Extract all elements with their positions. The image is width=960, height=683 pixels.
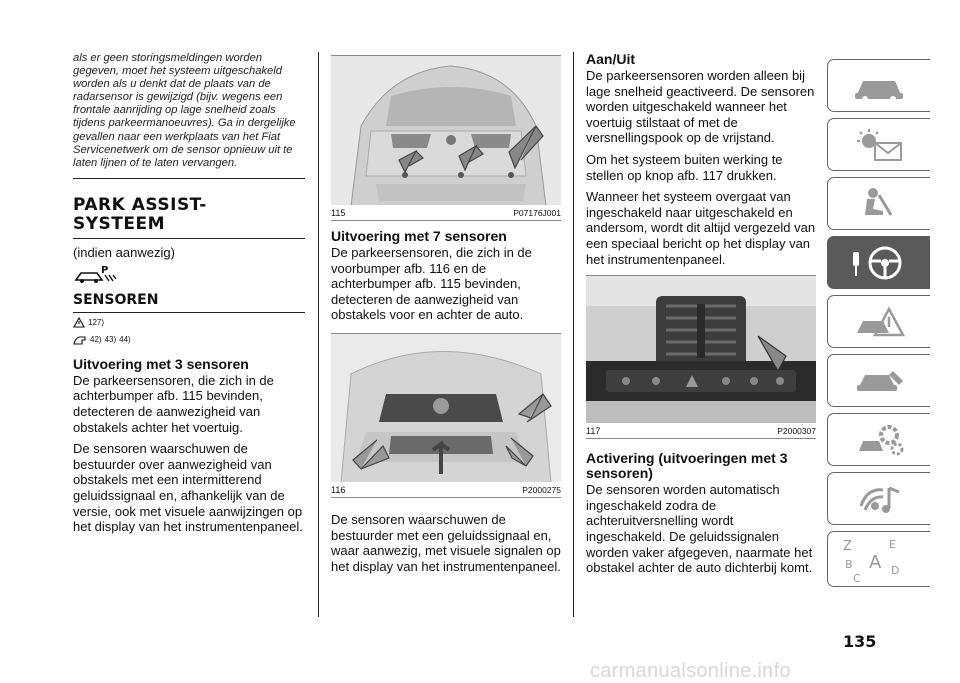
rear-3-sensors-heading: Uitvoering met 3 sensoren xyxy=(73,355,249,372)
tab-index[interactable] xyxy=(827,531,930,587)
activation-heading: Activering (uitvoeringen met 3 sensoren) xyxy=(586,450,788,482)
figure-115-code: P07176J001 xyxy=(513,208,561,218)
tab-emergency[interactable] xyxy=(827,295,930,348)
rear-3-sensors-paragraph: De parkeersensoren, die zich in de achterbumper afb. 115 bevinden, detecteren de aanwezigheid van obstakels achter het voertuig. xyxy=(73,372,274,435)
car-service-icon xyxy=(849,363,909,399)
activation-paragraph: De sensoren worden automatisch ingeschakeld zodra de achteruitversnelling wordt ingeschakeld. De geluidssignalen worden vaker afgegeven, naarmate het obstakel achter de auto dichterbij komt. xyxy=(586,482,813,576)
figure-116-front-bumper xyxy=(331,333,561,482)
column-middle xyxy=(331,55,561,574)
availability-note: (indien aanwezig) xyxy=(73,244,175,260)
index-letter-d: D xyxy=(891,564,900,577)
index-letter-a: A xyxy=(869,552,882,573)
section-rule xyxy=(73,238,305,239)
sensor-warning-paragraph: De sensoren waarschuwen de bestuurder over aanwezigheid van obstakels met een intermitterend geluidssignaal en, afhankelijk van de versie, ook met visuele aanwijzingen op het display van het instrumentenpaneel. xyxy=(73,441,303,535)
warning-triangle-icon xyxy=(73,317,85,328)
park-assist-icon xyxy=(73,264,305,284)
figure-115-rear-bumper xyxy=(331,55,561,205)
figure-117-number: 117 xyxy=(586,426,601,437)
hand-note-icon xyxy=(73,334,87,345)
figure-117-dashboard-button xyxy=(586,275,816,423)
technical-data-gears-icon xyxy=(849,421,909,459)
note-ref-3: 44) xyxy=(119,335,131,345)
index-letter-z: Z xyxy=(843,539,852,554)
warning-text-block: als er geen storingsmeldingen worden gegeven, moet het systeem uitgeschakeld worden als u denkt dat de plaats van de radarsensor is gewijzigd (bijv. wegens een frontale aanrijding op lage snelheid zoals tijdens parkeermanoeuvres). Ga in dergelijke gevallen naar een werkplaats van het Fiat Servicenetwerk om de sensor opnieuw uit te laten lijnen of te laten vervangen. xyxy=(73,52,305,179)
tab-starting-driving[interactable] xyxy=(827,236,930,289)
figure-116-code: P2000275 xyxy=(522,484,561,495)
alphabetical-index-icon xyxy=(839,534,919,584)
figure-116-caption xyxy=(331,485,561,498)
page-number: 135 xyxy=(843,632,877,651)
chapter-sidebar xyxy=(827,59,930,593)
sound-signal-paragraph: De sensoren waarschuwen de bestuurder met een geluidssignaal en, waar aanwezig, met visuele signalen op het display van het instrumentenpaneel. xyxy=(331,511,561,574)
column-separator-right xyxy=(573,52,574,617)
tab-dashboard[interactable] xyxy=(827,59,930,112)
warning-reference xyxy=(73,316,305,330)
figure-115-number: 115 xyxy=(331,208,346,218)
lights-and-message-icon xyxy=(849,127,909,163)
index-letter-b: B xyxy=(845,558,853,571)
figure-115-caption xyxy=(331,208,561,221)
column-right xyxy=(586,52,816,576)
seat-airbag-safety-icon xyxy=(849,185,909,223)
on-off-paragraph-1: De parkeersensoren worden alleen bij lage snelheid geactiveerd. De sensoren worden uitgeschakeld wanneer het voertuig stilstaat of met de versnellingspook op de vrijstand. xyxy=(586,68,815,146)
svg-text:P: P xyxy=(101,264,109,276)
on-off-paragraph-2: Om het systeem buiten werking te stellen op knop afb. 117 drukken. xyxy=(586,151,783,183)
column-separator-left xyxy=(318,52,319,617)
7-sensors-paragraph: De parkeersensoren, die zich in de voorbumper afb. 116 en de achterbumper afb. 115 bevinden, detecteren de aanwezigheid van obstakels voor en achter de auto. xyxy=(331,245,532,323)
tab-service[interactable] xyxy=(827,354,930,407)
figure-117-code: P2000307 xyxy=(777,426,816,437)
7-sensors-heading: Uitvoering met 7 sensoren xyxy=(331,228,507,244)
tab-technical-data[interactable] xyxy=(827,413,930,466)
tab-lights-messages[interactable] xyxy=(827,118,930,171)
watermark[interactable]: carmanualsonline.info xyxy=(590,660,791,682)
note-ref-2: 43) xyxy=(104,335,117,345)
on-off-paragraph-3: Wanneer het systeem overgaat van ingeschakeld naar uitgeschakeld en andersom, wordt dit altijd vergezeld van een speciaal bericht op het display van het instrumentenpaneel. xyxy=(586,189,816,267)
car-dashboard-icon xyxy=(849,69,909,103)
multimedia-icon xyxy=(849,480,909,518)
key-steering-wheel-icon xyxy=(847,244,911,282)
figure-116-number: 116 xyxy=(331,484,346,495)
index-letter-e: E xyxy=(889,538,896,551)
section-title: PARK ASSIST- SYSTEEM xyxy=(73,194,207,234)
warning-ref-number: 127) xyxy=(88,318,105,328)
index-letter-c: C xyxy=(853,572,861,584)
on-off-heading: Aan/Uit xyxy=(586,51,635,67)
breakdown-warning-icon xyxy=(849,303,909,341)
tab-safety[interactable] xyxy=(827,177,930,230)
figure-117-caption xyxy=(586,426,816,439)
sensors-rule xyxy=(73,312,305,313)
notes-reference xyxy=(73,333,305,347)
sensors-title: SENSOREN xyxy=(73,291,159,308)
column-left xyxy=(73,52,305,535)
note-ref-1: 42) xyxy=(90,335,102,345)
tab-multimedia[interactable] xyxy=(827,472,930,525)
